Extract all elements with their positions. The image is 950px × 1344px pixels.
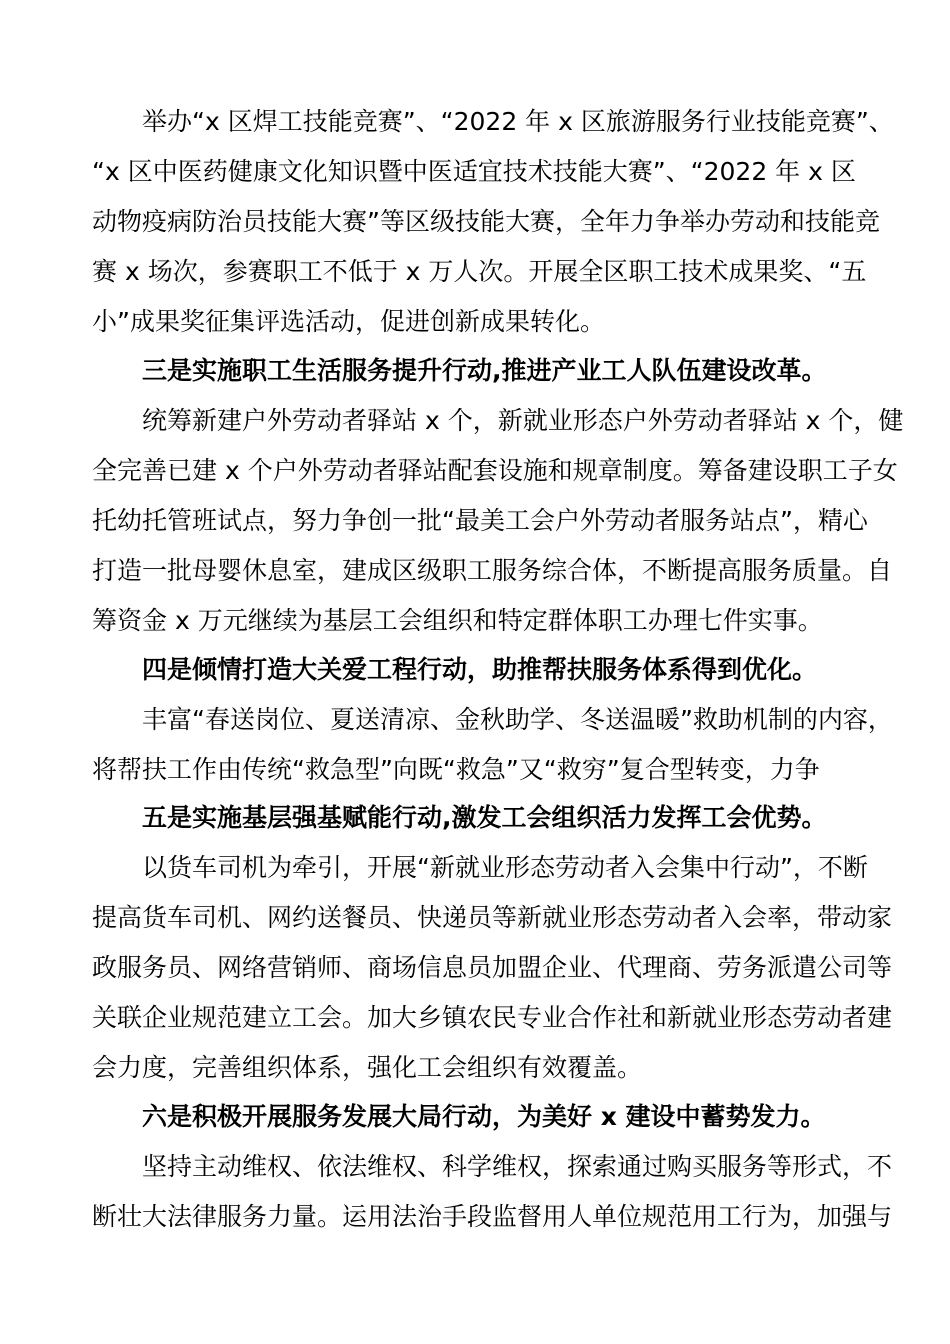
paragraph-line: 坚持主动维权、依法维权、科学维权，探索通过购买服务等形式，不 (92, 1152, 893, 1181)
paragraph-line: 会力度，完善组织体系，强化工会组织有效覆盖。 (92, 1053, 643, 1082)
paragraph-line: 赛 x 场次，参赛职工不低于 x 万人次。开展全区职工技术成果奖、“五 (92, 257, 867, 286)
paragraph-line: “x 区中医药健康文化知识暨中医适宜技术技能大赛”、“2022 年 x 区 (92, 157, 856, 186)
paragraph-line: 提高货车司机、网约送餐员、快递员等新就业形态劳动者入会率，带动家 (92, 903, 893, 932)
paragraph-line: 丰富“春送岗位、夏送清凉、金秋助学、冬送温暖”救助机制的内容， (92, 705, 893, 734)
paragraph-line: 举办“x 区焊工技能竞赛”、“2022 年 x 区旅游服务行业技能竞赛”、 (92, 107, 894, 136)
paragraph-line: 关联企业规范建立工会。加大乡镇农民专业合作社和新就业形态劳动者建 (92, 1003, 893, 1032)
paragraph-line: 以货车司机为牵引，开展“新就业形态劳动者入会集中行动”，不断 (92, 853, 868, 882)
section-heading-3: 三是实施职工生活服务提升行动,推进产业工人队伍建设改革。 (92, 356, 827, 385)
paragraph-line: 动物疫病防治员技能大赛”等区级技能大赛，全年力争举办劳动和技能竞 (92, 207, 880, 236)
paragraph-line: 统筹新建户外劳动者驿站 x 个，新就业形态户外劳动者驿站 x 个，健 (92, 406, 904, 435)
section-heading-4: 四是倾情打造大关爱工程行动，助推帮扶服务体系得到优化。 (92, 655, 818, 684)
paragraph-line: 小”成果奖征集评选活动，促进创新成果转化。 (92, 307, 605, 336)
paragraph-line: 托幼托管班试点，努力争创一批“最美工会户外劳动者服务站点”，精心 (92, 506, 868, 535)
paragraph-line: 筹资金 x 万元继续为基层工会组织和特定群体职工办理七件实事。 (92, 606, 823, 635)
section-heading-5: 五是实施基层强基赋能行动,激发工会组织活力发挥工会优势。 (92, 803, 827, 832)
paragraph-line: 全完善已建 x 个户外劳动者驿站配套设施和规章制度。筹备建设职工子女 (92, 456, 898, 485)
section-heading-6: 六是积极开展服务发展大局行动，为美好 x 建设中蓄势发力。 (92, 1102, 826, 1131)
paragraph-line: 断壮大法律服务力量。运用法治手段监督用人单位规范用工行为，加强与 (92, 1202, 893, 1231)
paragraph-line: 政服务员、网络营销师、商场信息员加盟企业、代理商、劳务派遣公司等 (92, 953, 893, 982)
paragraph-line: 将帮扶工作由传统“救急型”向既“救急”又“救穷”复合型转变，力争 (92, 755, 820, 784)
paragraph-line: 打造一批母婴休息室，建成区级职工服务综合体，不断提高服务质量。自 (92, 556, 893, 585)
